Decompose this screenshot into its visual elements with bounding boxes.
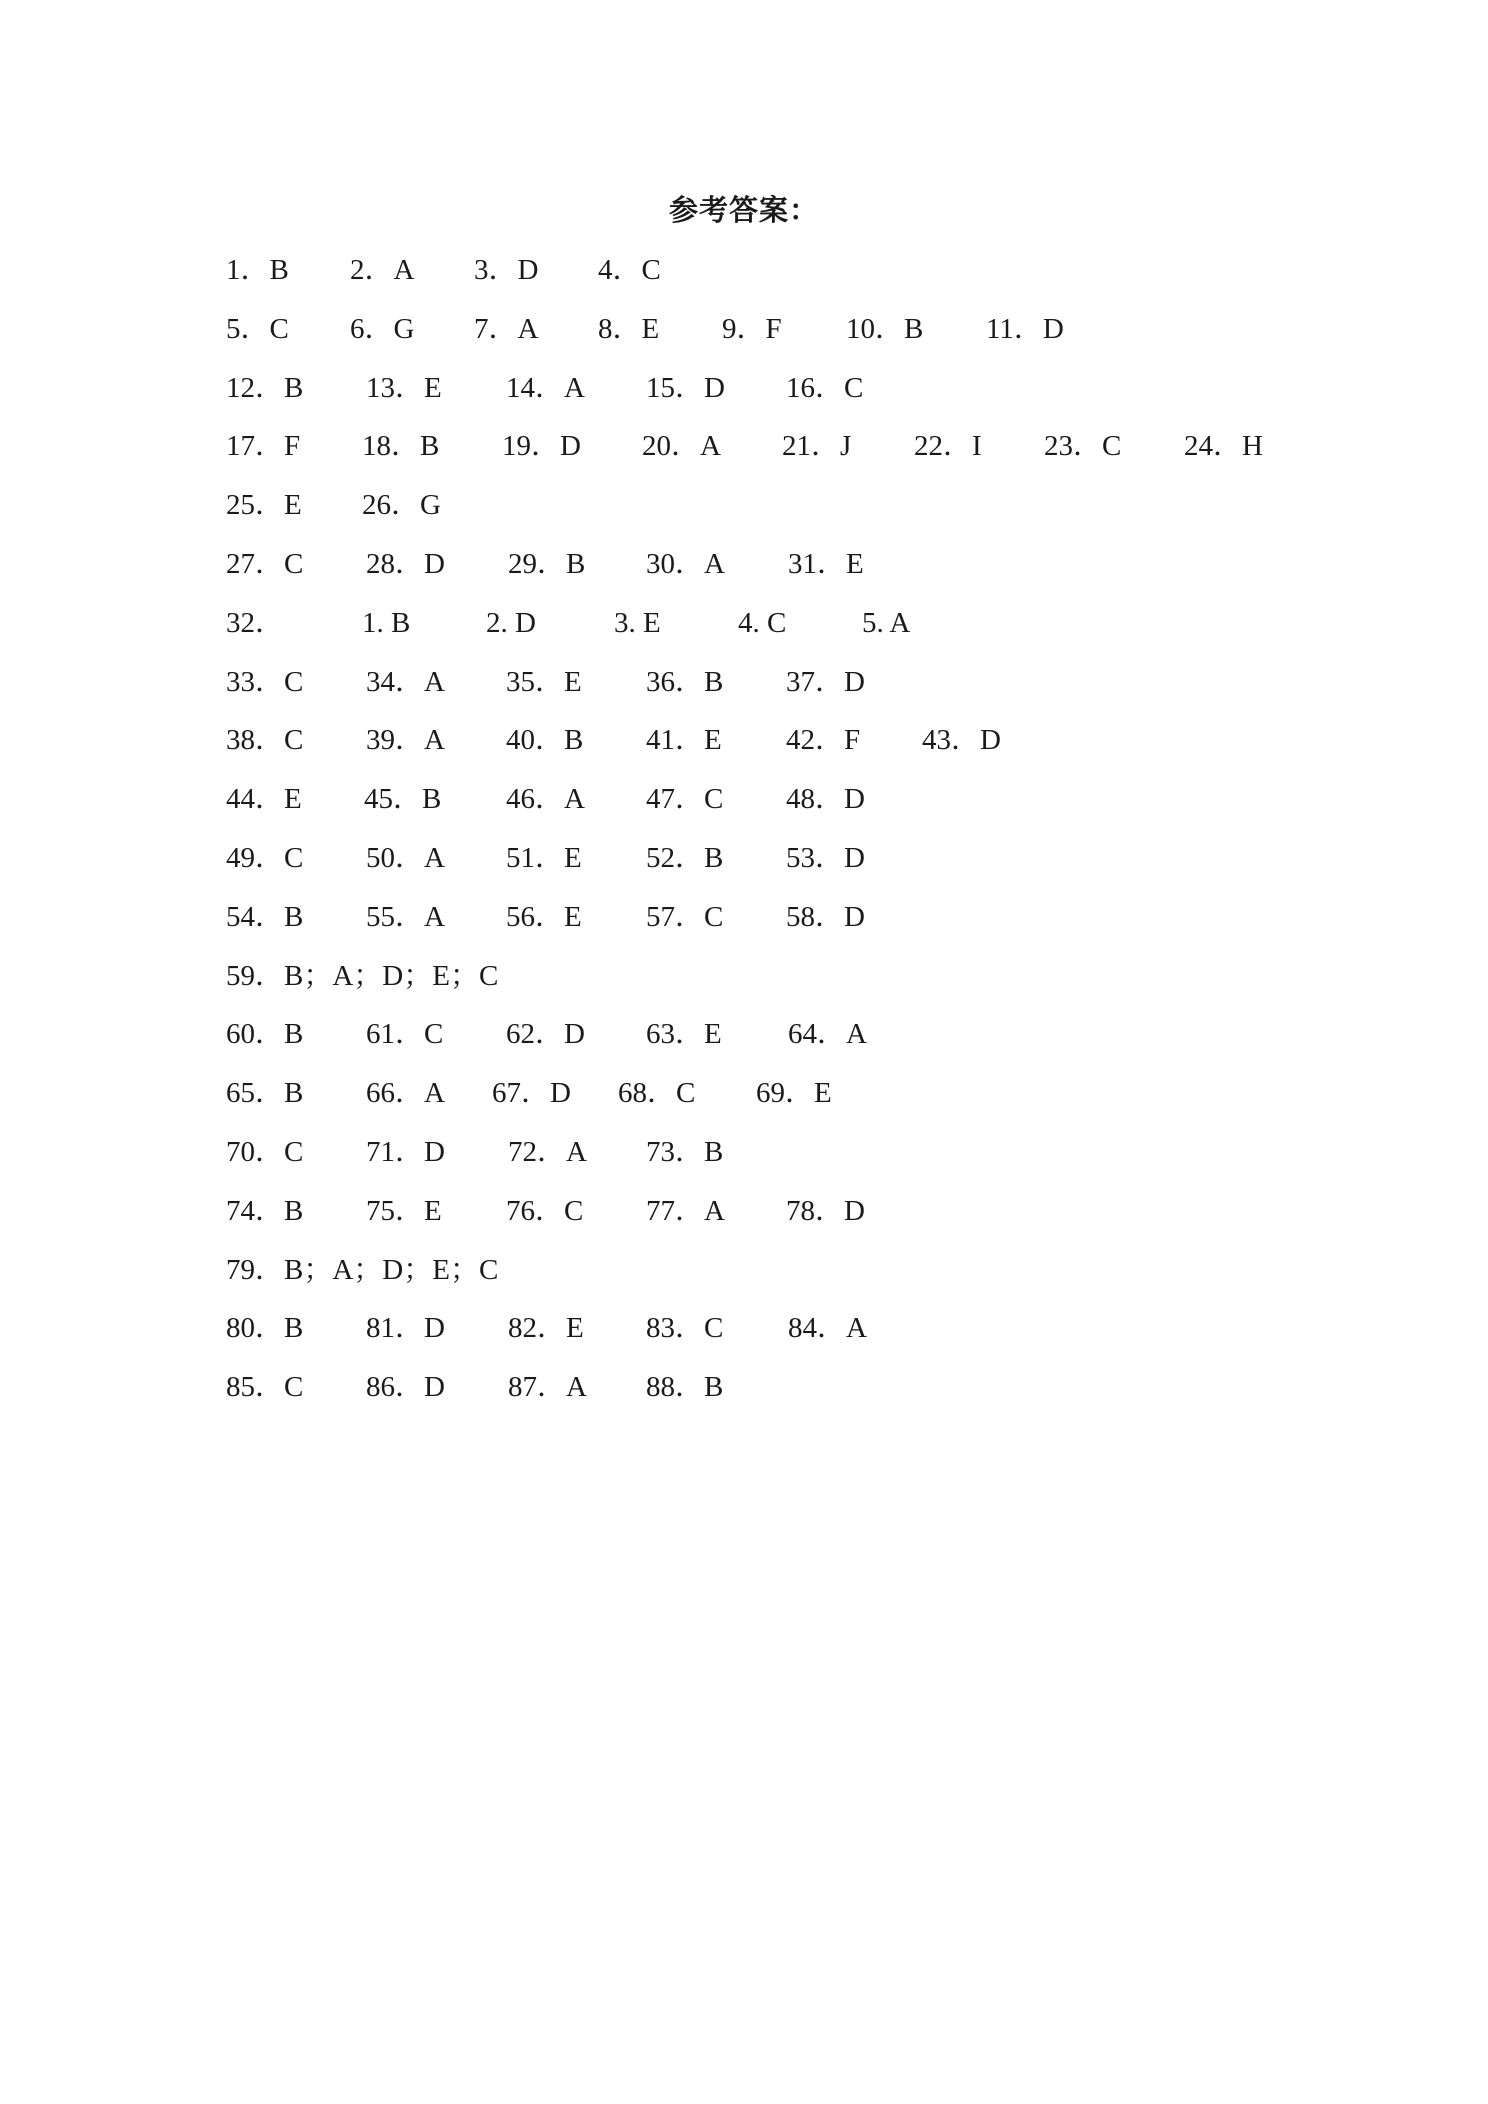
answer-item: 44．E — [226, 783, 302, 816]
page-title: 参考答案： — [668, 193, 819, 227]
answer-item: 4．C — [598, 254, 661, 286]
answer-item: 66．A — [366, 1077, 445, 1110]
answer-row — [226, 544, 1386, 603]
answer-item: 23．C — [1044, 430, 1122, 463]
answer-item: 17．F — [226, 430, 301, 463]
answer-item: 3. E — [614, 606, 661, 639]
answer-item: 2. D — [486, 606, 536, 639]
answer-row — [226, 1073, 1386, 1132]
answer-item: 11．D — [986, 312, 1064, 345]
answer-item: 75．E — [366, 1194, 442, 1227]
answer-item: 42．F — [786, 724, 861, 757]
answer-item: 18．B — [362, 430, 440, 463]
answer-item: 9．F — [722, 312, 782, 345]
answer-row — [226, 485, 1386, 544]
answer-row — [226, 603, 1386, 662]
answer-item: 10．B — [846, 312, 924, 345]
answer-row — [226, 956, 1386, 1015]
answer-item: 2．A — [350, 254, 415, 286]
answer-item: 6．G — [350, 312, 415, 345]
answer-item: 62．D — [506, 1018, 585, 1051]
answer-item: 85．C — [226, 1371, 304, 1404]
answer-row — [226, 309, 1386, 368]
answer-item: 84．A — [788, 1312, 867, 1345]
answer-item: 12．B — [226, 371, 304, 404]
answer-item: 56．E — [506, 900, 582, 933]
answer-item: 51．E — [506, 841, 582, 874]
answer-item: 60．B — [226, 1018, 304, 1051]
answer-item: 86．D — [366, 1371, 445, 1404]
answer-item: 15．D — [646, 371, 725, 404]
answer-item: 22．I — [914, 430, 982, 463]
answer-item: 88．B — [646, 1371, 724, 1404]
answer-item: 52．B — [646, 841, 724, 874]
answer-row — [226, 779, 1386, 838]
answer-item: 59．B；A；D；E；C — [226, 959, 499, 992]
answer-row — [226, 1191, 1386, 1250]
answer-item: 4. C — [738, 606, 787, 639]
answer-item: 40．B — [506, 724, 584, 757]
answer-row — [226, 897, 1386, 956]
answer-item: 74．B — [226, 1194, 304, 1227]
answer-item: 68．C — [618, 1077, 696, 1110]
answer-item: 45．B — [364, 783, 442, 816]
answer-item: 27．C — [226, 547, 304, 580]
answer-item: 1．B — [226, 254, 289, 286]
answer-item: 46．A — [506, 783, 585, 816]
answer-item: 82．E — [508, 1312, 584, 1345]
answer-item: 87．A — [508, 1371, 587, 1404]
answer-row — [226, 1014, 1386, 1073]
answer-item: 69．E — [756, 1077, 832, 1110]
answer-item: 47．C — [646, 783, 724, 816]
answer-item: 32． — [226, 606, 285, 639]
answer-item: 64．A — [788, 1018, 867, 1051]
answer-item: 8．E — [598, 312, 660, 345]
answer-item: 78．D — [786, 1194, 865, 1227]
answer-item: 61．C — [366, 1018, 444, 1051]
answer-item: 76．C — [506, 1194, 584, 1227]
answer-item: 25．E — [226, 489, 302, 522]
answer-item: 31．E — [788, 547, 864, 580]
answer-item: 79．B；A；D；E；C — [226, 1253, 499, 1286]
answer-item: 63．E — [646, 1018, 722, 1051]
answer-item: 21．J — [782, 430, 852, 463]
answer-item: 73．B — [646, 1135, 724, 1168]
answer-item: 41．E — [646, 724, 722, 757]
answer-item: 53．D — [786, 841, 865, 874]
answer-item: 16．C — [786, 371, 864, 404]
answer-item: 65．B — [226, 1077, 304, 1110]
answer-item: 29．B — [508, 547, 586, 580]
answer-row — [226, 250, 1386, 309]
answer-list — [226, 250, 1386, 1426]
answer-row — [226, 838, 1386, 897]
answer-item: 1. B — [362, 606, 411, 639]
answer-item: 30．A — [646, 547, 725, 580]
answer-item: 35．E — [506, 665, 582, 698]
answer-item: 34．A — [366, 665, 445, 698]
answer-item: 50．A — [366, 841, 445, 874]
answer-item: 5．C — [226, 312, 289, 345]
answer-item: 70．C — [226, 1135, 304, 1168]
answer-item: 28．D — [366, 547, 445, 580]
answer-item: 83．C — [646, 1312, 724, 1345]
answer-item: 7．A — [474, 312, 539, 345]
answer-item: 39．A — [366, 724, 445, 757]
answer-item: 67．D — [492, 1077, 571, 1110]
answer-row — [226, 1367, 1386, 1426]
answer-row — [226, 662, 1386, 721]
answer-item: 20．A — [642, 430, 721, 463]
answer-row — [226, 1132, 1386, 1191]
answer-row — [226, 368, 1386, 427]
answer-item: 33．C — [226, 665, 304, 698]
answer-row — [226, 1308, 1386, 1367]
answer-item: 38．C — [226, 724, 304, 757]
answer-row — [226, 720, 1386, 779]
answer-item: 13．E — [366, 371, 442, 404]
answer-item: 58．D — [786, 900, 865, 933]
answer-item: 49．C — [226, 841, 304, 874]
answer-item: 37．D — [786, 665, 865, 698]
answer-item: 54．B — [226, 900, 304, 933]
answer-item: 19．D — [502, 430, 581, 463]
answer-row — [226, 1250, 1386, 1309]
answer-item: 3．D — [474, 254, 539, 286]
answer-item: 5. A — [862, 606, 911, 639]
answer-item: 81．D — [366, 1312, 445, 1345]
answer-item: 80．B — [226, 1312, 304, 1345]
answer-item: 72．A — [508, 1135, 587, 1168]
answer-item: 24．H — [1184, 430, 1263, 463]
answer-item: 48．D — [786, 783, 865, 816]
answer-item: 36．B — [646, 665, 724, 698]
answer-item: 71．D — [366, 1135, 445, 1168]
answer-item: 57．C — [646, 900, 724, 933]
answer-item: 77．A — [646, 1194, 725, 1227]
answer-item: 26．G — [362, 489, 441, 522]
answer-row — [226, 426, 1386, 485]
answer-item: 14．A — [506, 371, 585, 404]
answer-item: 55．A — [366, 900, 445, 933]
answer-item: 43．D — [922, 724, 1001, 757]
